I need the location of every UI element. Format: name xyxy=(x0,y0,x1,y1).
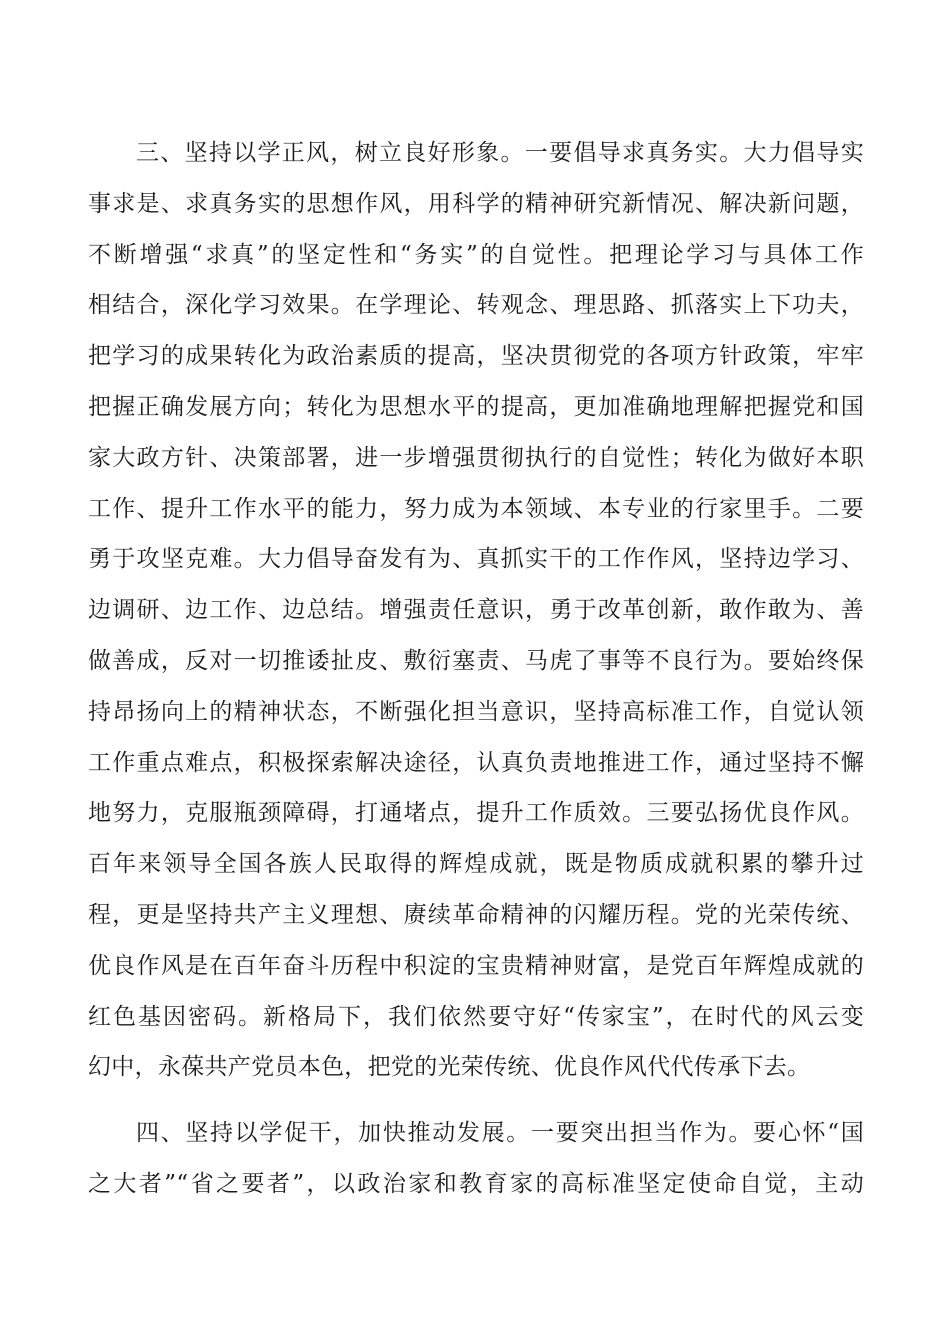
paragraph-line: 优良作风是在百年奋斗历程中积淀的宝贵精神财富，是党百年辉煌成就的 xyxy=(88,952,864,979)
paragraph-line: 程，更是坚持共产主义理想、赓续革命精神的闪耀历程。党的光荣传统、 xyxy=(88,901,864,928)
paragraph-line: 幻中，永葆共产党员本色，把党的光荣传统、优良作风代代传承下去。 xyxy=(88,1054,811,1081)
paragraph-line: 把学习的成果转化为政治素质的提高，坚决贯彻党的各项方针政策，牢牢 xyxy=(88,343,864,370)
paragraph-section-three xyxy=(88,128,864,1093)
paragraph-line: 把握正确发展方向；转化为思想水平的提高，更加准确地理解把握党和国 xyxy=(88,393,864,420)
document-page xyxy=(88,128,864,1210)
paragraph-line: 勇于攻坚克难。大力倡导奋发有为、真抓实干的工作作风，坚持边学习、 xyxy=(88,546,864,573)
paragraph-section-four xyxy=(88,1108,864,1210)
paragraph-line: 做善成，反对一切推诿扯皮、敷衍塞责、马虎了事等不良行为。要始终保 xyxy=(88,647,864,674)
paragraph-line: 家大政方针、决策部署，进一步增强贯彻执行的自觉性；转化为做好本职 xyxy=(88,444,864,471)
paragraph-line: 红色基因密码。新格局下，我们依然要守好“传家宝”，在时代的风云变 xyxy=(88,1003,864,1030)
paragraph-line: 边调研、边工作、边总结。增强责任意识，勇于改革创新，敢作敢为、善 xyxy=(88,597,864,624)
paragraph-line: 四、坚持以学促干，加快推动发展。一要突出担当作为。要心怀“国 xyxy=(136,1120,864,1147)
paragraph-line: 百年来领导全国各族人民取得的辉煌成就，既是物质成就积累的攀升过 xyxy=(88,851,864,878)
paragraph-line: 持昂扬向上的精神状态，不断强化担当意识，坚持高标准工作，自觉认领 xyxy=(88,698,864,725)
paragraph-line: 事求是、求真务实的思想作风，用科学的精神研究新情况、解决新问题， xyxy=(88,190,864,217)
paragraph-line: 工作、提升工作水平的能力，努力成为本领域、本专业的行家里手。二要 xyxy=(88,495,864,522)
paragraph-line: 地努力，克服瓶颈障碍，打通堵点，提升工作质效。三要弘扬优良作风。 xyxy=(88,800,864,827)
paragraph-line: 工作重点难点，积极探索解决途径，认真负责地推进工作，通过坚持不懈 xyxy=(88,749,864,776)
paragraph-line: 三、坚持以学正风，树立良好形象。一要倡导求真务实。大力倡导实 xyxy=(136,140,864,166)
paragraph-line: 之大者”“省之要者”，以政治家和教育家的高标准坚定使命自觉，主动 xyxy=(88,1170,864,1197)
paragraph-line: 相结合，深化学习效果。在学理论、转观念、理思路、抓落实上下功夫， xyxy=(88,292,864,319)
paragraph-line: 不断增强“求真”的坚定性和“务实”的自觉性。把理论学习与具体工作 xyxy=(88,241,864,268)
